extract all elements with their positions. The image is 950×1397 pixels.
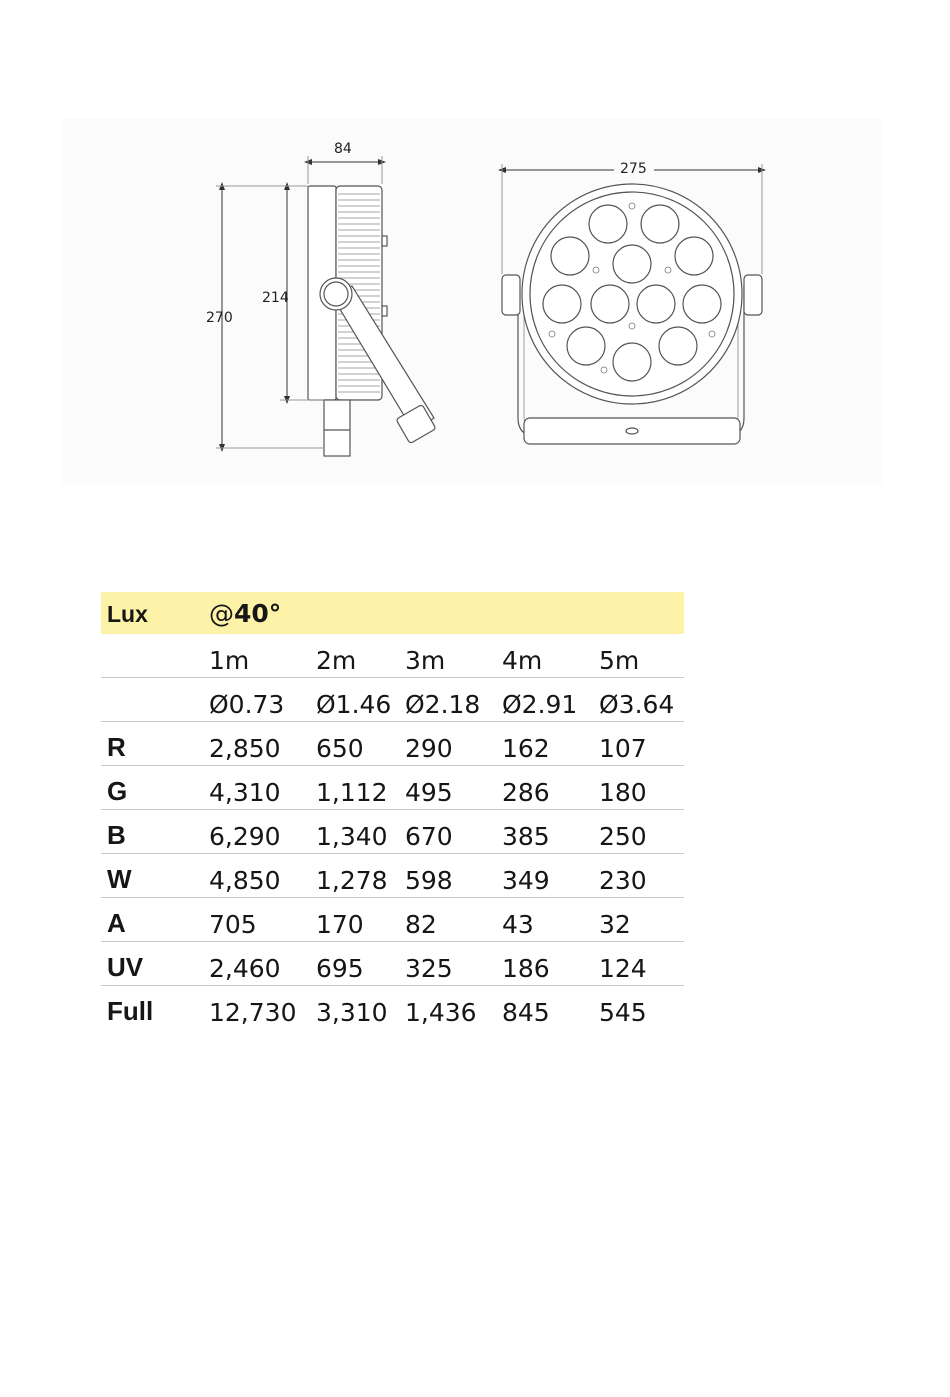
lux-value: 2,850 [203,722,310,766]
lux-value: 385 [496,810,593,854]
table-row [101,942,684,986]
lux-value: 250 [593,810,684,854]
lux-value: 107 [593,722,684,766]
distance-cell: 2m [310,634,399,678]
lux-value: 1,278 [310,854,399,898]
lux-table [101,592,684,1029]
front-view [502,184,762,444]
lux-value: 186 [496,942,593,986]
color-label: G [101,766,203,810]
lux-value: 124 [593,942,684,986]
table-header-row [101,592,684,634]
lux-value: 349 [496,854,593,898]
lux-value: 230 [593,854,684,898]
depth-dimension-label: 84 [334,141,352,157]
lux-value: 845 [502,998,550,1027]
table-row [101,986,684,1030]
distance-row [101,634,684,678]
lux-value: 170 [310,898,399,942]
lux-value: 43 [496,898,593,942]
lux-title: Lux [101,592,203,634]
color-label: Full [107,996,154,1026]
table-row [101,854,684,898]
beam-diameter-cell: Ø1.46 [310,678,399,722]
lux-value: 1,436 [405,998,477,1027]
table-row [101,766,684,810]
distance-cell: 1m [203,634,310,678]
beam-diameter-row-label [101,678,203,722]
beam-diameter-cell: Ø3.64 [593,678,684,722]
lux-value: 2,460 [203,942,310,986]
distance-cell: 5m [593,634,684,678]
total-height-dimension-label: 270 [206,310,233,326]
lux-value: 495 [399,766,496,810]
lux-value: 290 [399,722,496,766]
color-label: B [101,810,203,854]
color-label: UV [101,942,203,986]
table-row [101,722,684,766]
side-view [308,186,436,456]
lux-value: 4,310 [203,766,310,810]
lux-value: 705 [203,898,310,942]
distance-cell: 3m [399,634,496,678]
beam-diameter-cell: Ø0.73 [203,678,310,722]
fixture-dimension-drawing [62,118,882,484]
beam-diameter-row [101,678,684,722]
lux-value: 3,310 [316,998,388,1027]
lux-value: 325 [399,942,496,986]
lux-value: 32 [593,898,684,942]
lux-value: 162 [496,722,593,766]
beam-diameter-cell: Ø2.18 [399,678,496,722]
body-height-dimension-label: 214 [262,290,289,306]
lux-value: 670 [399,810,496,854]
beam-angle-label [203,592,684,634]
lux-value: 650 [310,722,399,766]
lux-value: 1,112 [310,766,399,810]
width-dimension-label: 275 [620,161,647,177]
color-label: A [101,898,203,942]
color-label: W [101,854,203,898]
distance-row-label [101,634,203,678]
lux-value: 598 [399,854,496,898]
technical-drawing [62,118,882,484]
angle-value: 40° [234,598,282,628]
lux-value: 82 [399,898,496,942]
lux-value: 1,340 [310,810,399,854]
lux-value: 6,290 [203,810,310,854]
table-row [101,810,684,854]
distance-cell: 4m [496,634,593,678]
lux-value: 695 [310,942,399,986]
table-row [101,898,684,942]
lux-value: 286 [496,766,593,810]
lux-value: 4,850 [203,854,310,898]
lux-value: 180 [593,766,684,810]
angle-prefix: @ [209,598,234,628]
lux-value: 545 [599,998,647,1027]
color-label: R [101,722,203,766]
lux-value: 12,730 [209,998,297,1027]
beam-diameter-cell: Ø2.91 [496,678,593,722]
